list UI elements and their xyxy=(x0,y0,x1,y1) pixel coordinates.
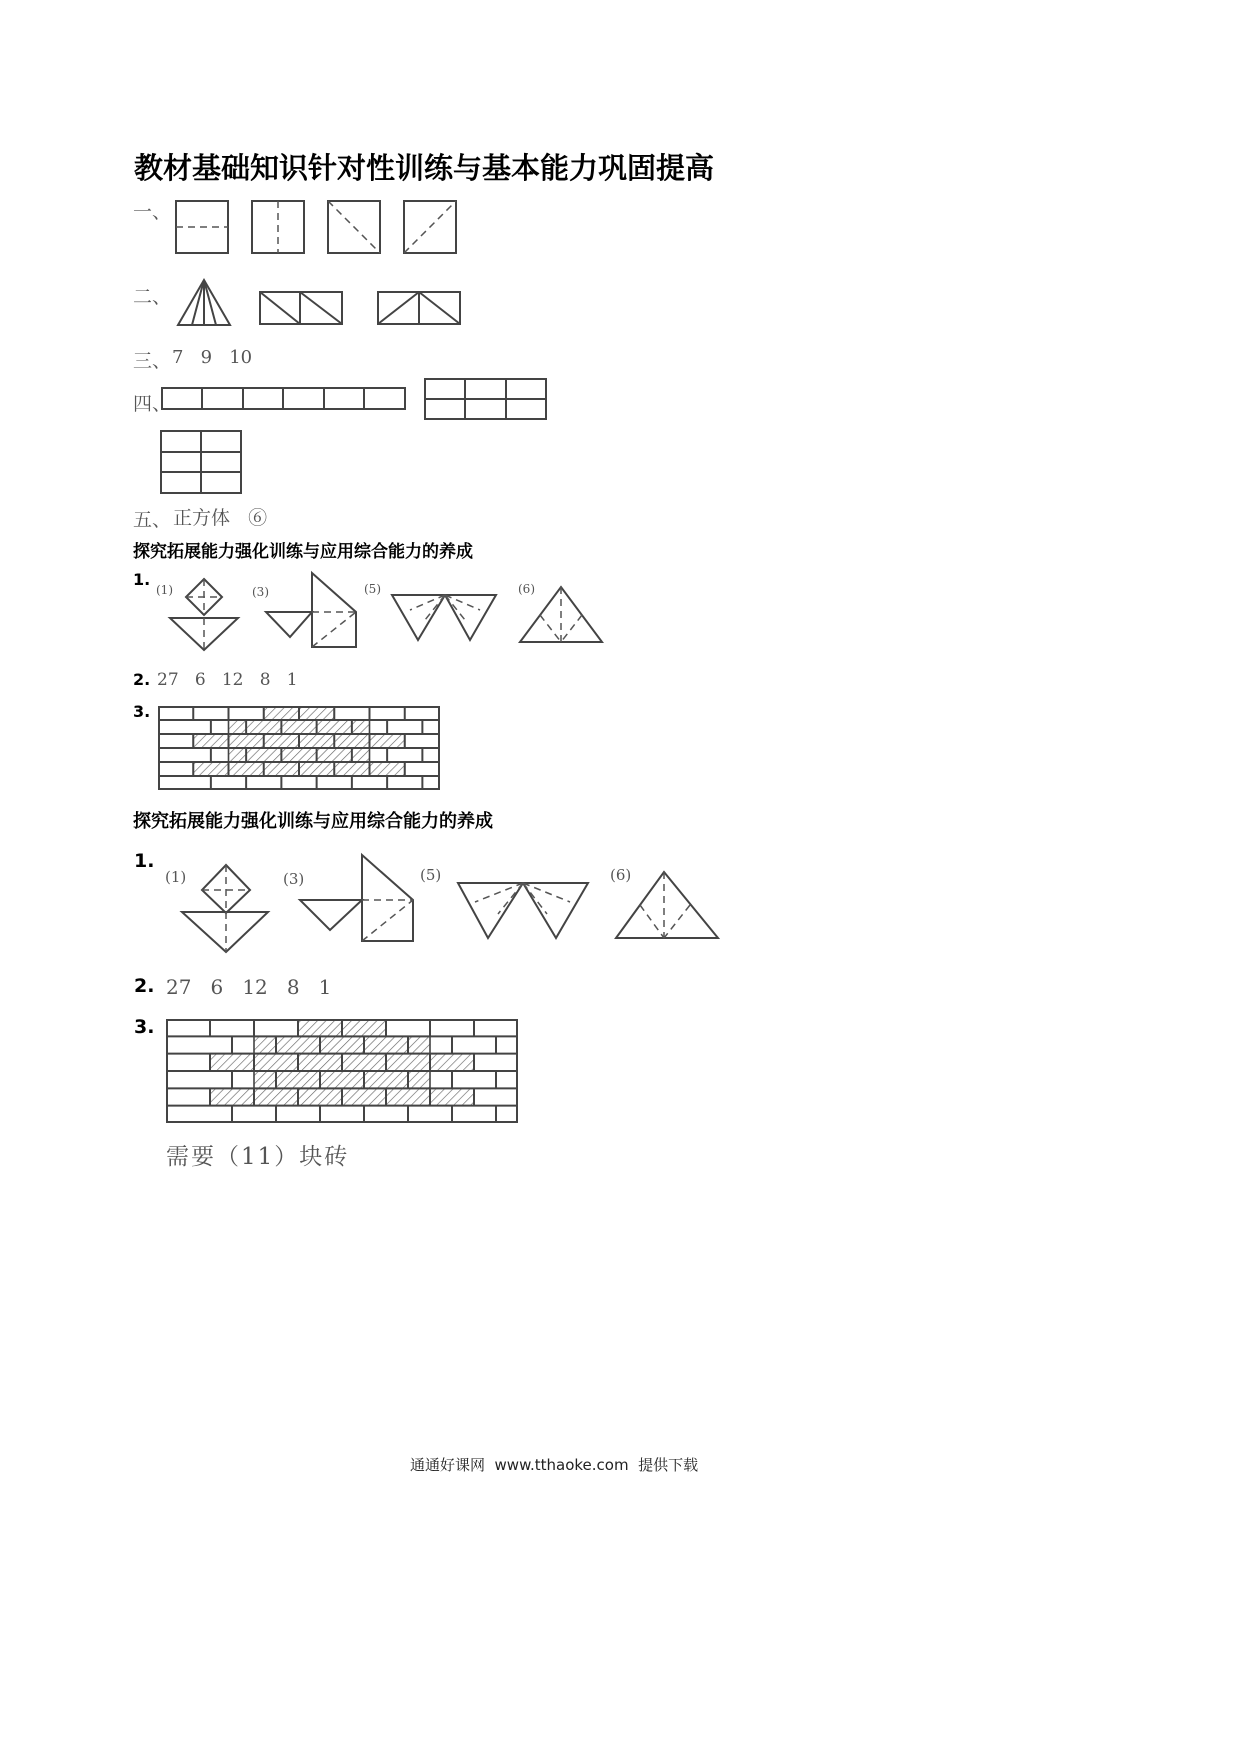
section-two-heading-small: 探究拓展能力强化训练与应用综合能力的养成 xyxy=(133,542,473,562)
question-1-label: 一、 xyxy=(133,201,172,223)
question-5-label: 五、 xyxy=(133,509,172,531)
rectangle-triangles-a xyxy=(260,292,342,324)
fold-figure-6 xyxy=(520,587,602,642)
fold-figure-1 xyxy=(170,579,238,650)
shaded-brick-region xyxy=(229,720,370,734)
s2-small-question-3-label: 3. xyxy=(133,702,151,721)
brick-wall-grid xyxy=(158,706,440,790)
s2-large-fold-figures xyxy=(170,850,730,960)
s2-small-sub-label-5: (5) xyxy=(364,582,381,596)
question-3-label: 三、 xyxy=(133,350,172,372)
section-two-heading-large: 探究拓展能力强化训练与应用综合能力的养成 xyxy=(133,811,493,832)
brick-wall-grid xyxy=(166,1019,518,1123)
fold-figure-5 xyxy=(458,883,588,938)
question-1-figures xyxy=(170,195,470,260)
s2-large-question-2-label: 2. xyxy=(134,975,155,997)
s2-large-brick-wall xyxy=(166,1019,522,1125)
s2-large-question-2-answer: 27 6 12 8 1 xyxy=(166,975,332,999)
grid-2x3 xyxy=(425,379,546,419)
square-fold-vertical xyxy=(252,201,304,253)
s2-small-sub-label-3: (3) xyxy=(252,585,269,599)
question-4-label: 四、 xyxy=(133,393,172,415)
page-title: 教材基础知识针对性训练与基本能力巩固提高 xyxy=(134,151,715,185)
s2-large-sub-label-5: (5) xyxy=(420,866,442,884)
square-fold-horizontal xyxy=(176,201,228,253)
question-3-answer: 7 9 10 xyxy=(172,347,253,368)
s2-small-fold-figures xyxy=(160,565,610,655)
s2-large-sub-label-6: (6) xyxy=(610,866,632,884)
page-footer: 通通好课网 www.tthaoke.com 提供下载 xyxy=(410,1456,699,1474)
question-2-figures xyxy=(170,270,470,335)
s2-small-question-1-label: 1. xyxy=(133,570,151,589)
s2-small-sub-label-1: (1) xyxy=(156,583,173,597)
s2-large-sub-label-1: (1) xyxy=(165,868,187,886)
s2-small-question-2-answer: 27 6 12 8 1 xyxy=(157,670,298,690)
grid-3x2 xyxy=(158,428,248,498)
s2-small-brick-wall xyxy=(158,706,444,792)
fold-figure-3 xyxy=(266,573,356,647)
fold-figure-6 xyxy=(616,872,718,938)
s2-large-sub-label-3: (3) xyxy=(283,870,305,888)
square-fold-diagonal-up xyxy=(404,201,456,253)
shaded-brick-region xyxy=(254,1036,430,1053)
fold-figure-3 xyxy=(300,855,413,941)
s2-large-question-3-answer: 需要（11）块砖 xyxy=(166,1144,350,1170)
strip-1x6 xyxy=(162,388,405,409)
s2-small-question-2-label: 2. xyxy=(133,670,151,689)
shaded-brick-region xyxy=(254,1071,430,1088)
s2-large-question-1-label: 1. xyxy=(134,850,155,872)
s2-small-sub-label-6: (6) xyxy=(518,582,535,596)
square-fold-diagonal-down xyxy=(328,201,380,253)
fold-figure-1 xyxy=(182,865,268,952)
s2-large-question-3-label: 3. xyxy=(134,1016,155,1038)
fold-figure-5 xyxy=(392,595,496,640)
triangle-split xyxy=(178,280,230,325)
shaded-brick-region xyxy=(229,748,370,762)
rectangle-triangles-b xyxy=(378,292,460,324)
question-2-label: 二、 xyxy=(133,286,172,308)
question-5-answer: 正方体 ⑥ xyxy=(173,507,268,529)
